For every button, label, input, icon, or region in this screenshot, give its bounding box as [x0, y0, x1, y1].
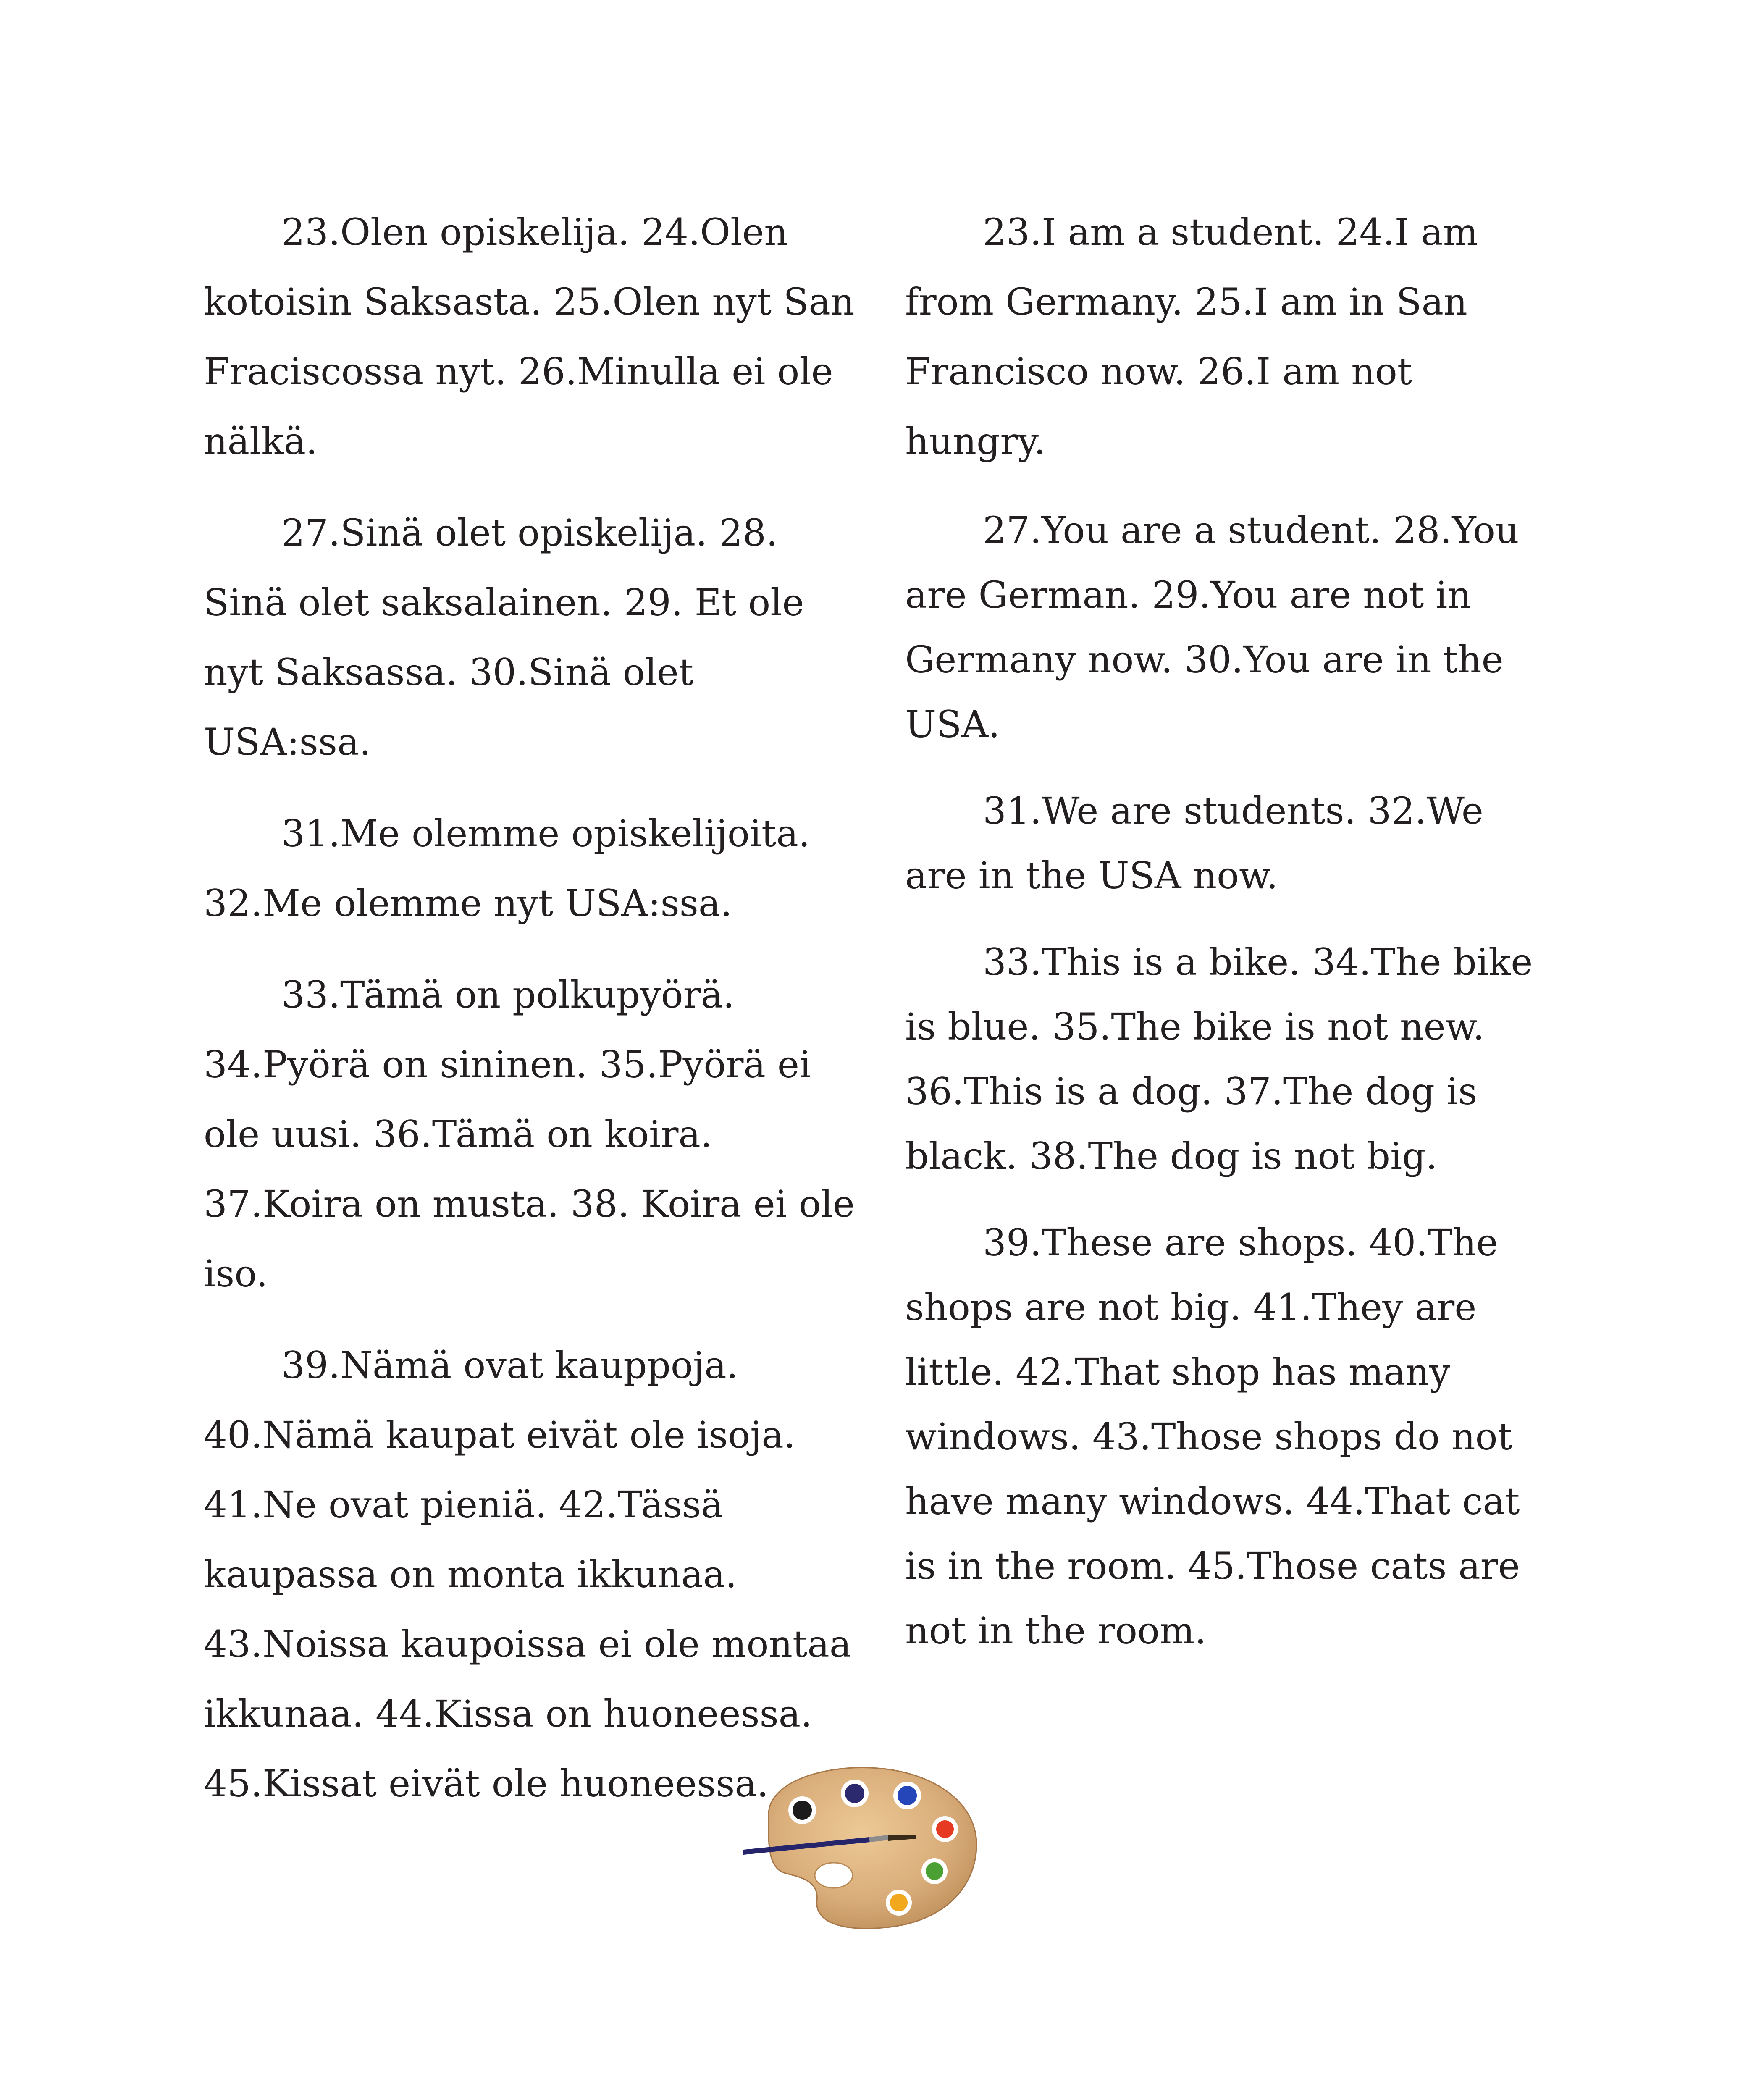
english-paragraph: 23.I am a student. 24.I am from Germany. 25.I am in San Francisco now. 26.I am not hungry.: [905, 210, 1478, 463]
english-paragraph: 39.These are shops. 40.The shops are not big. 41.They are little. 42.That shop has many windows. 43.Those shops do not have many windows. 44.That cat is in the room. 45.Those cats are not in the room.: [905, 1221, 1520, 1652]
finnish-paragraph: 39.Nämä ovat kauppoja. 40.Nämä kaupat eivät ole isoja. 41.Ne ovat pieniä. 42.Tässä kaupassa on monta ikkunaa. 43.Noissa kaupoissa ei ole montaa ikkunaa. 44.Kissa on huoneessa. 45.Kissat eivät ole huoneessa.: [204, 1344, 852, 1805]
english-text-column: [905, 197, 1544, 1685]
paint-palette-icon: [743, 1756, 987, 1936]
finnish-paragraph: 31.Me olemme opiskelijoita. 32.Me olemme nyt USA:ssa.: [204, 812, 810, 925]
finnish-paragraph: 27.Sinä olet opiskelija. 28. Sinä olet saksalainen. 29. Et ole nyt Saksassa. 30.Sinä olet USA:ssa.: [204, 511, 804, 764]
finnish-paragraph: 33.Tämä on polkupyörä. 34.Pyörä on sininen. 35.Pyörä ei ole uusi. 36.Tämä on koira. 37.Koira on musta. 38. Koira ei ole iso.: [204, 973, 855, 1295]
english-paragraph: 33.This is a bike. 34.The bike is blue. 35.The bike is not new. 36.This is a dog. 37.The dog is black. 38.The dog is not big.: [905, 940, 1533, 1178]
english-paragraph: 31.We are students. 32.We are in the USA now.: [905, 789, 1483, 897]
english-paragraph: 27.You are a student. 28.You are German. 29.You are not in Germany now. 30.You are in the USA.: [905, 509, 1519, 746]
finnish-paragraph: 23.Olen opiskelija. 24.Olen kotoisin Saksasta. 25.Olen nyt San Fraciscossa nyt. 26.Minulla ei ole nälkä.: [204, 210, 855, 463]
finnish-text-column: [204, 197, 863, 1840]
